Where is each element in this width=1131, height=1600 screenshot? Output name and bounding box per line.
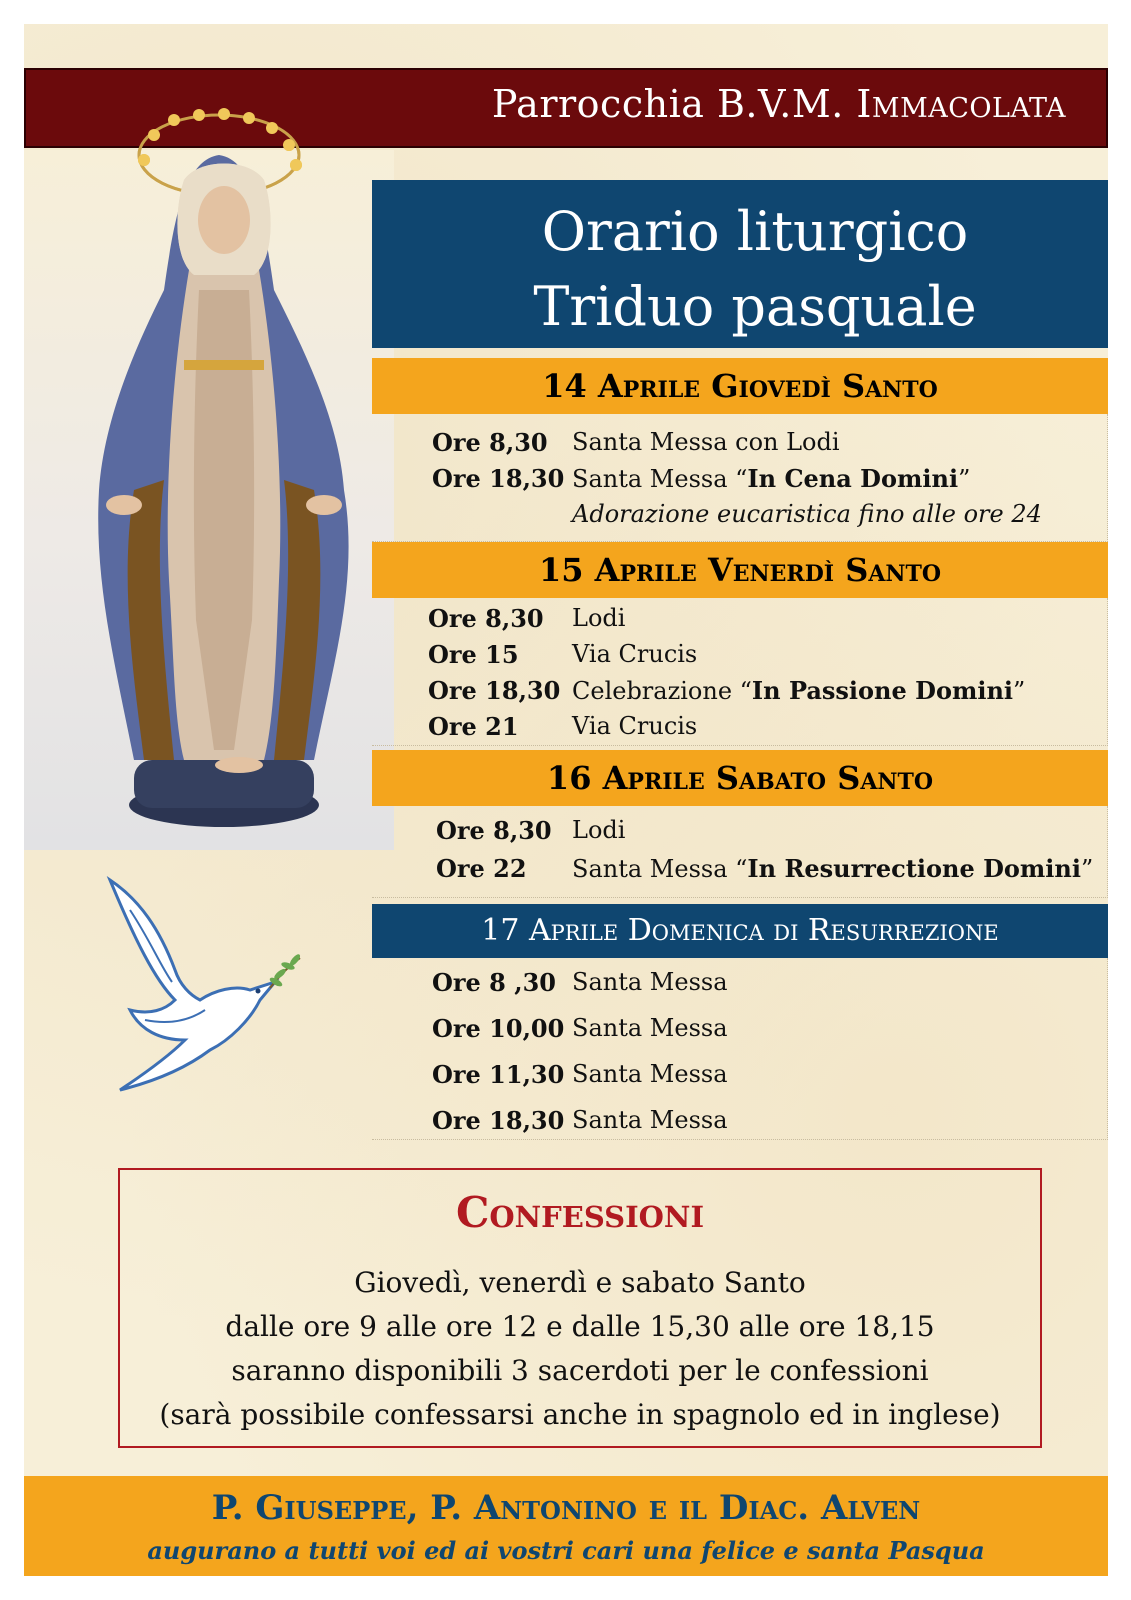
- confessions-title: Confessioni: [455, 1188, 705, 1237]
- description: Santa Messa: [572, 1106, 728, 1134]
- statue-halo-overlay: [24, 60, 384, 260]
- description: Via Crucis: [572, 640, 698, 668]
- description: Santa Messa con Lodi: [572, 428, 840, 456]
- title-line-2: Triduo pasquale: [533, 275, 977, 338]
- parish-prefix: Parrocchia B.V.M.: [491, 82, 857, 126]
- description: Santa Messa: [572, 968, 728, 996]
- description-bold: In Resurrectione Domini: [747, 854, 1081, 883]
- confessions-line-4: (sarà possibile confessarsi anche in spagnolo ed in inglese): [159, 1398, 1001, 1431]
- description-post: ”: [1013, 677, 1026, 705]
- description-post: ”: [958, 465, 971, 493]
- schedule-day-4: [372, 958, 1108, 1140]
- description-bold: In Cena Domini: [747, 464, 959, 493]
- description: [572, 676, 1025, 705]
- time: Ore 21: [428, 712, 519, 741]
- time: Ore 8,30: [436, 816, 552, 845]
- description-pre: Santa Messa “: [572, 855, 748, 883]
- description: Lodi: [572, 604, 626, 632]
- confessions-line-1: Giovedì, venerdì e sabato Santo: [354, 1266, 806, 1299]
- description: Santa Messa: [572, 1014, 728, 1042]
- description-pre: Celebrazione “: [572, 677, 752, 705]
- title-box: [372, 180, 1108, 348]
- day-heading-4: 17 Aprile Domenica di Resurrezione: [372, 904, 1108, 958]
- confessions-line-3: saranno disponibili 3 sacerdoti per le confessioni: [231, 1354, 929, 1387]
- description-pre: Santa Messa “: [572, 465, 748, 493]
- time: Ore 18,30: [432, 1106, 565, 1135]
- footer-bar: [24, 1476, 1108, 1576]
- time: Ore 11,30: [432, 1060, 565, 1089]
- schedule-day-1: [372, 414, 1108, 542]
- time: Ore 8 ,30: [432, 968, 556, 997]
- time: Ore 18,30: [428, 676, 561, 705]
- time: Ore 15: [428, 640, 519, 669]
- description-bold: In Passione Domini: [751, 676, 1014, 705]
- time: Ore 8,30: [428, 604, 544, 633]
- time: Ore 18,30: [432, 464, 565, 493]
- description: Via Crucis: [572, 712, 698, 740]
- confessions-line-2: dalle ore 9 alle ore 12 e dalle 15,30 alle ore 18,15: [225, 1310, 935, 1343]
- description: [572, 464, 970, 493]
- confessions-box: [118, 1168, 1042, 1448]
- description: Santa Messa: [572, 1060, 728, 1088]
- parish-name: Immacolata: [856, 82, 1066, 126]
- schedule-day-3: [372, 806, 1108, 898]
- day-heading-3: 16 Aprile Sabato Santo: [372, 750, 1108, 806]
- clergy-names: P. Giuseppe, P. Antonino e il Diac. Alven: [211, 1488, 921, 1528]
- dove-with-olive-branch-icon: [100, 870, 310, 1110]
- adoration-note: Adorazione eucaristica fino alle ore 24: [572, 500, 1042, 528]
- description-post: ”: [1080, 855, 1094, 883]
- title-line-1: Orario liturgico: [541, 200, 969, 263]
- parish-title: [492, 82, 1066, 126]
- time: Ore 10,00: [432, 1014, 565, 1043]
- easter-greeting: augurano a tutti voi ed ai vostri cari una felice e santa Pasqua: [147, 1536, 985, 1565]
- schedule-day-2: [372, 598, 1108, 746]
- day-heading-1: 14 Aprile Giovedì Santo: [372, 358, 1108, 414]
- description: Lodi: [572, 816, 626, 844]
- time: Ore 8,30: [432, 428, 548, 457]
- time: Ore 22: [436, 854, 527, 883]
- day-heading-2: 15 Aprile Venerdì Santo: [372, 542, 1108, 598]
- description: [572, 854, 1093, 883]
